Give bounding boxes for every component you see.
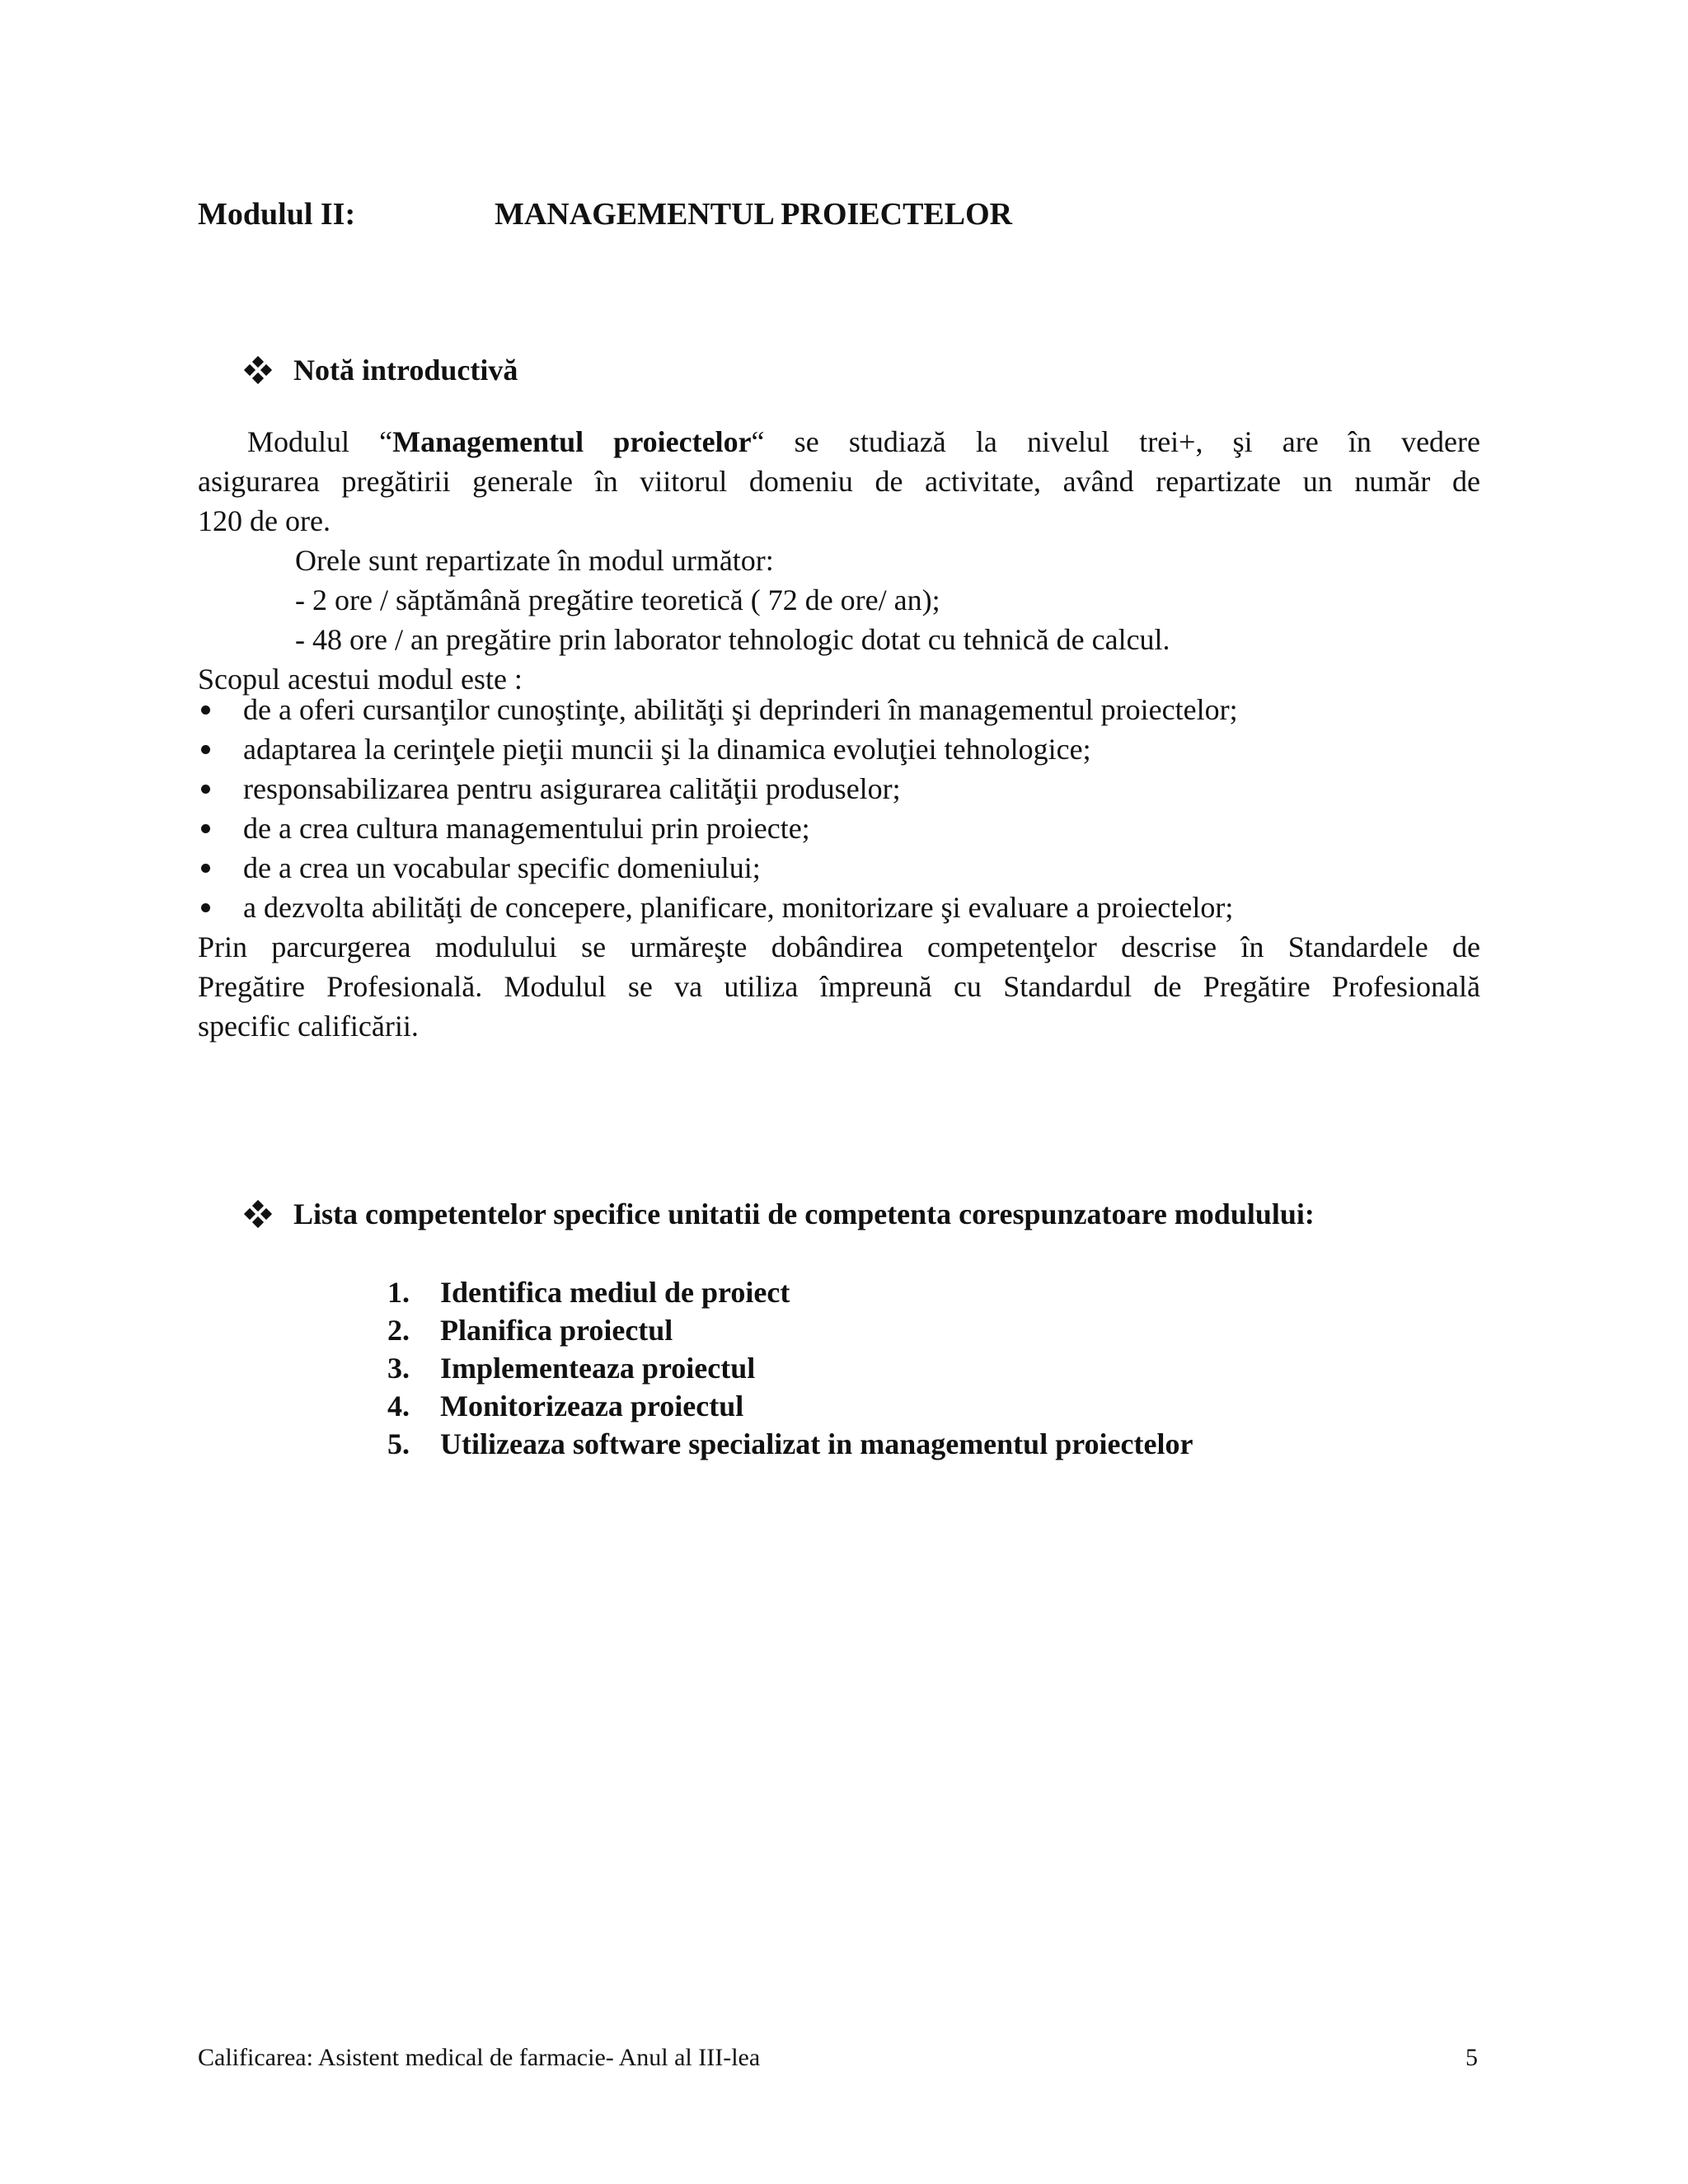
- scope-item-text: responsabilizarea pentru asigurarea calităţii produselor;: [243, 772, 901, 805]
- scope-item-text: de a crea un vocabular specific domeniului;: [243, 851, 761, 884]
- four-diamond-bullet-icon: [246, 1202, 270, 1226]
- hours-item-lab: - 48 ore / an pregătire prin laborator tehnologic dotat cu tehnică de calcul.: [295, 623, 1170, 656]
- bullet-dot-icon: [201, 824, 210, 833]
- bullet-dot-icon: [201, 705, 210, 715]
- competence-text: Monitorizeaza proiectul: [440, 1390, 744, 1422]
- bullet-dot-icon: [201, 745, 210, 754]
- competences-heading: [246, 1197, 1315, 1231]
- bullet-dot-icon: [201, 785, 210, 794]
- scope-item-text: adaptarea la cerinţele pieţii muncii şi la dinamica evoluţiei tehnologice;: [243, 733, 1091, 766]
- scope-list: [198, 690, 1238, 927]
- list-item: [387, 1349, 1193, 1387]
- hours-intro: Orele sunt repartizate în modul următor:: [295, 544, 774, 577]
- intro-heading-text: Notă introductivă: [293, 354, 518, 387]
- list-item: [387, 1425, 1193, 1463]
- intro-paragraph-line-1: [198, 422, 1480, 462]
- list-item: [387, 1311, 1193, 1349]
- competence-list: [387, 1273, 1193, 1463]
- competences-heading-text: Lista competentelor specifice unitatii de competenta corespunzatoare modulului:: [293, 1197, 1315, 1230]
- hours-item-theory: - 2 ore / săptămână pregătire teoretică ( 72 de ore/ an);: [295, 583, 940, 616]
- list-item: [198, 808, 1238, 848]
- item-number: 1.: [387, 1276, 410, 1309]
- list-item: [198, 690, 1238, 729]
- competence-text: Implementeaza proiectul: [440, 1352, 756, 1385]
- bullet-dot-icon: [201, 864, 210, 873]
- closing-line-1: Prin parcurgerea modulului se urmăreşte dobândirea competenţelor descrise în Standardele de: [198, 930, 1480, 963]
- intro-paragraph-line-2: asigurarea pregătirii generale în viitorul domeniu de activitate, având repartizate un număr de: [198, 465, 1480, 498]
- list-item: [387, 1273, 1193, 1311]
- item-number: 2.: [387, 1314, 410, 1347]
- scope-item-text: de a crea cultura managementului prin proiecte;: [243, 812, 810, 845]
- intro-paragraph: [198, 422, 1480, 699]
- scope-item-text: a dezvolta abilităţi de concepere, planificare, monitorizare şi evaluare a proiectelor;: [243, 891, 1234, 924]
- item-number: 5.: [387, 1427, 410, 1460]
- bullet-dot-icon: [201, 903, 210, 912]
- intro-heading: [246, 353, 518, 387]
- intro-module-name-bold: Managementul proiectelor: [392, 425, 752, 458]
- competence-text: Identifica mediul de proiect: [440, 1276, 790, 1309]
- footer-qualification: Calificarea: Asistent medical de farmacie- Anul al III-lea: [198, 2044, 761, 2071]
- list-item: [387, 1387, 1193, 1425]
- closing-paragraph: [198, 927, 1480, 1046]
- item-number: 3.: [387, 1352, 410, 1385]
- closing-line-2: Pregătire Profesională. Modulul se va utiliza împreună cu Standardul de Pregătire Profesională: [198, 970, 1480, 1003]
- competence-text: Utilizeaza software specializat in managementul proiectelor: [440, 1427, 1193, 1460]
- module-name: MANAGEMENTUL PROIECTELOR: [495, 197, 1013, 232]
- scope-item-text: de a oferi cursanţilor cunoştinţe, abilităţi şi deprinderi în managementul proiectelor;: [243, 693, 1238, 726]
- page-number: 5: [1465, 2044, 1478, 2071]
- module-label: Modulul II:: [198, 197, 356, 232]
- four-diamond-bullet-icon: [246, 358, 270, 382]
- list-item: [198, 769, 1238, 808]
- item-number: 4.: [387, 1390, 410, 1422]
- scope-intro: Scopul acestui modul este :: [198, 663, 523, 696]
- list-item: [198, 848, 1238, 888]
- closing-line-3: specific calificării.: [198, 1010, 419, 1043]
- competence-text: Planifica proiectul: [440, 1314, 673, 1347]
- list-item: [198, 729, 1238, 769]
- intro-line1-suffix: “ se studiază la nivelul trei+, şi are în vedere: [751, 425, 1480, 458]
- intro-paragraph-line-3: 120 de ore.: [198, 504, 331, 537]
- intro-line1-prefix: Modulul “: [247, 425, 393, 458]
- list-item: [198, 888, 1238, 927]
